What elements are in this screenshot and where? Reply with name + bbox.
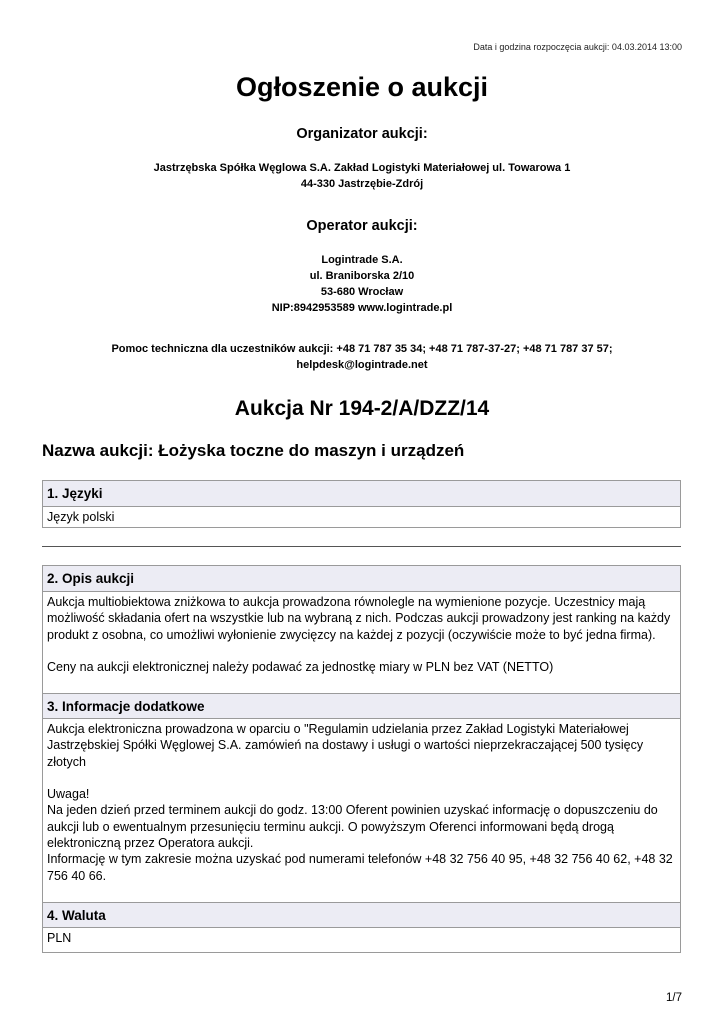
section-currency-body: PLN: [47, 930, 72, 945]
page-title: Ogłoszenie o aukcji: [235, 72, 489, 102]
organizer-block: [42, 126, 682, 192]
support-phones: Pomoc techniczna dla uczestników aukcji: +48 71 787 35 34; +48 71 787-37-27; +48 71 787 37 57;: [111, 343, 613, 355]
operator-name: Logintrade S.A.: [321, 254, 403, 266]
section-languages-heading: 1. Języki: [43, 481, 680, 507]
support-email: helpdesk@logintrade.net: [296, 359, 428, 371]
section-description-body: [43, 592, 680, 693]
operator-city: 53-680 Wrocław: [320, 286, 404, 298]
operator-block: [42, 218, 682, 316]
operator-street: ul. Braniborska 2/10: [309, 270, 415, 282]
additional-warning-label: Uwaga!: [47, 787, 90, 802]
auction-name: Nazwa aukcji: Łożyska toczne do maszyn i urządzeń: [42, 441, 465, 460]
section-additional-body: [43, 719, 680, 902]
section-description-and-info: [42, 565, 681, 953]
operator-heading: Operator aukcji:: [306, 218, 418, 234]
auction-number: Aukcja Nr 194-2/A/DZZ/14: [234, 397, 490, 420]
operator-nip-web: NIP:8942953589 www.logintrade.pl: [271, 302, 453, 314]
section-description-heading: 2. Opis aukcji: [43, 566, 680, 592]
section-languages: [42, 480, 681, 528]
description-paragraph: Aukcja multiobiektowa zniżkowa to aukcja prowadzona równolegle na wymienione pozycje. Uczestnicy mają możliwość składania ofert na wszystkie lub na wybraną z nich. Podczas aukcji prowadzony jest ranking na każdy produkt z osobna, co umożliwi wyłonienie zwycięzcy na każdej z pozycji (oczywiście może to być jedna firma).: [47, 595, 671, 642]
divider: [42, 546, 681, 547]
section-additional-heading: 3. Informacje dodatkowe: [43, 693, 680, 719]
page-number: 1/7: [666, 992, 682, 1004]
section-currency-heading: 4. Waluta: [43, 902, 680, 928]
additional-phone-info: Informację w tym zakresie można uzyskać pod numerami telefonów +48 32 756 40 95, +48 32 756 40 62, +48 32 756 40 66.: [47, 852, 673, 883]
description-price-note: Ceny na aukcji elektronicznej należy podawać za jednostkę miary w PLN bez VAT (NETTO): [47, 659, 554, 674]
section-languages-body: Język polski: [47, 510, 115, 524]
organizer-heading: Organizator aukcji:: [296, 126, 428, 142]
organizer-address-line2: 44-330 Jastrzębie-Zdrój: [300, 178, 424, 190]
organizer-address-line1: Jastrzębska Spółka Węglowa S.A. Zakład Logistyki Materiałowej ul. Towarowa 1: [153, 162, 571, 174]
auction-start-datetime: Data i godzina rozpoczęcia aukcji: 04.03.2014 13:00: [473, 42, 682, 52]
additional-regulation: Aukcja elektroniczna prowadzona w oparciu o "Regulamin udzielania przez Zakład Logistyki Materiałowej Jastrzębskiej Spółki Węglowej S.A. zamówień na dostawy i usługi o wartości nieprzekraczającej 500 tysięcy złotych: [47, 722, 644, 769]
additional-warning-text: Na jeden dzień przed terminem aukcji do godz. 13:00 Oferent powinien uzyskać informację o dopuszczeniu do aukcji lub o ewentualnym przesunięciu terminu aukcji. O powyższym Oferenci informowani będą drogą elektroniczną przez Operatora aukcji.: [47, 803, 658, 850]
support-block: [42, 341, 682, 373]
